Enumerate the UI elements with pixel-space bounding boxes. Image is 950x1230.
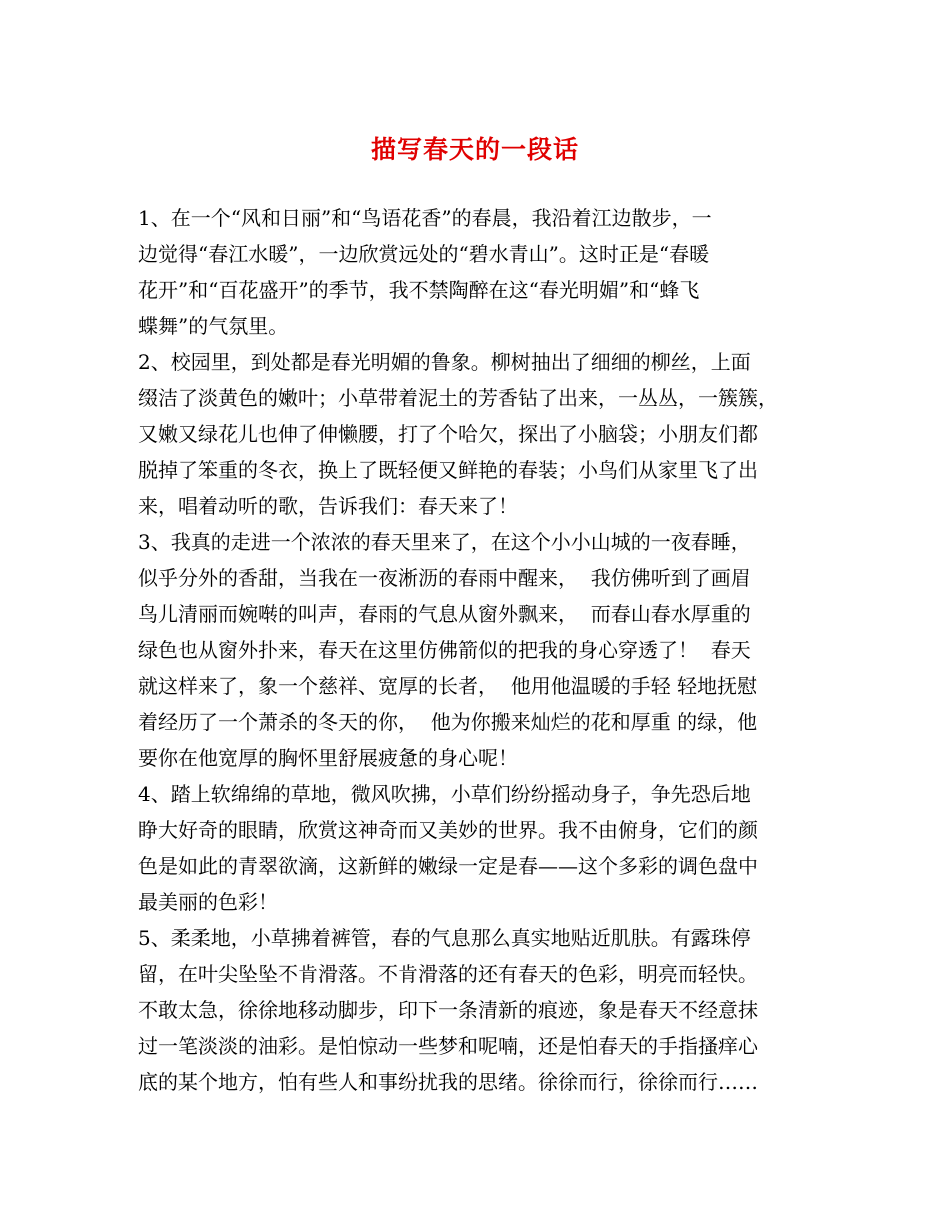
text-line: 着经历了一个萧杀的冬天的你， 他为你搬来灿烂的花和厚重 的绿，他 <box>138 710 758 734</box>
text-line: 1、在一个“风和日丽”和“鸟语花香”的春晨，我沿着江边散步，一 <box>138 206 712 230</box>
text-line: 来，唱着动听的歌，告诉我们：春天来了！ <box>138 494 518 518</box>
text-line: 绿色也从窗外扑来，春天在这里仿佛箭似的把我的身心穿透了！ 春天 <box>138 638 751 662</box>
text-line: 不敢太急，徐徐地移动脚步，印下一条清新的痕迹，象是春天不经意抹 <box>138 998 758 1022</box>
text-line: 花开”和“百花盛开”的季节，我不禁陶醉在这“春光明媚”和“蜂飞 <box>138 278 700 302</box>
text-line: 留，在叶尖坠坠不肯滑落。不肯滑落的还有春天的色彩，明亮而轻快。 <box>138 962 758 986</box>
paragraph-4 <box>138 776 828 920</box>
text-line: 脱掉了笨重的冬衣，换上了既轻便又鲜艳的春装；小鸟们从家里飞了出 <box>138 458 758 482</box>
paragraph-2 <box>138 344 828 524</box>
text-line: 3、我真的走进一个浓浓的春天里来了，在这个小小山城的一夜春睡， <box>138 530 751 554</box>
text-line: 色是如此的青翠欲滴，这新鲜的嫩绿一定是春——这个多彩的调色盘中 <box>138 854 758 878</box>
document-body <box>138 200 828 1100</box>
text-line: 就这样来了，象一个慈祥、宽厚的长者， 他用他温暖的手轻 轻地抚慰 <box>138 674 758 698</box>
paragraph-3 <box>138 524 828 776</box>
text-line: 底的某个地方，怕有些人和事纷扰我的思绪。徐徐而行，徐徐而行…… <box>138 1070 758 1094</box>
paragraph-5 <box>138 920 828 1100</box>
text-line: 5、柔柔地，小草拂着裤管，春的气息那么真实地贴近肌肤。有露珠停 <box>138 926 751 950</box>
text-line: 鸟儿清丽而婉啭的叫声，春雨的气息从窗外飘来， 而春山春水厚重的 <box>138 602 751 626</box>
text-line: 过一笔淡淡的油彩。是怕惊动一些梦和呢喃，还是怕春天的手指搔痒心 <box>138 1034 758 1058</box>
text-line: 要你在他宽厚的胸怀里舒展疲惫的身心呢！ <box>138 746 518 770</box>
paragraph-1 <box>138 200 828 344</box>
text-line: 4、踏上软绵绵的草地，微风吹拂，小草们纷纷摇动身子，争先恐后地 <box>138 782 751 806</box>
text-line: 睁大好奇的眼睛，欣赏这神奇而又美妙的世界。我不由俯身，它们的颜 <box>138 818 758 842</box>
text-line: 似乎分外的香甜，当我在一夜淅沥的春雨中醒来， 我仿佛听到了画眉 <box>138 566 751 590</box>
text-line: 又嫩又绿花儿也伸了伸懒腰，打了个哈欠，探出了小脑袋；小朋友们都 <box>138 422 758 446</box>
text-line: 2、校园里，到处都是春光明媚的鲁象。柳树抽出了细细的柳丝，上面 <box>138 350 751 374</box>
text-line: 边觉得“春江水暖”，一边欣赏远处的“碧水青山”。这时正是“春暖 <box>138 242 710 266</box>
text-line: 缀洁了淡黄色的嫩叶；小草带着泥土的芳香钻了出来，一丛丛，一簇簇， <box>138 386 778 410</box>
text-line: 蝶舞”的气氛里。 <box>138 314 289 338</box>
text-line: 最美丽的色彩！ <box>138 890 278 914</box>
page-title: 描写春天的一段话 <box>370 135 579 164</box>
